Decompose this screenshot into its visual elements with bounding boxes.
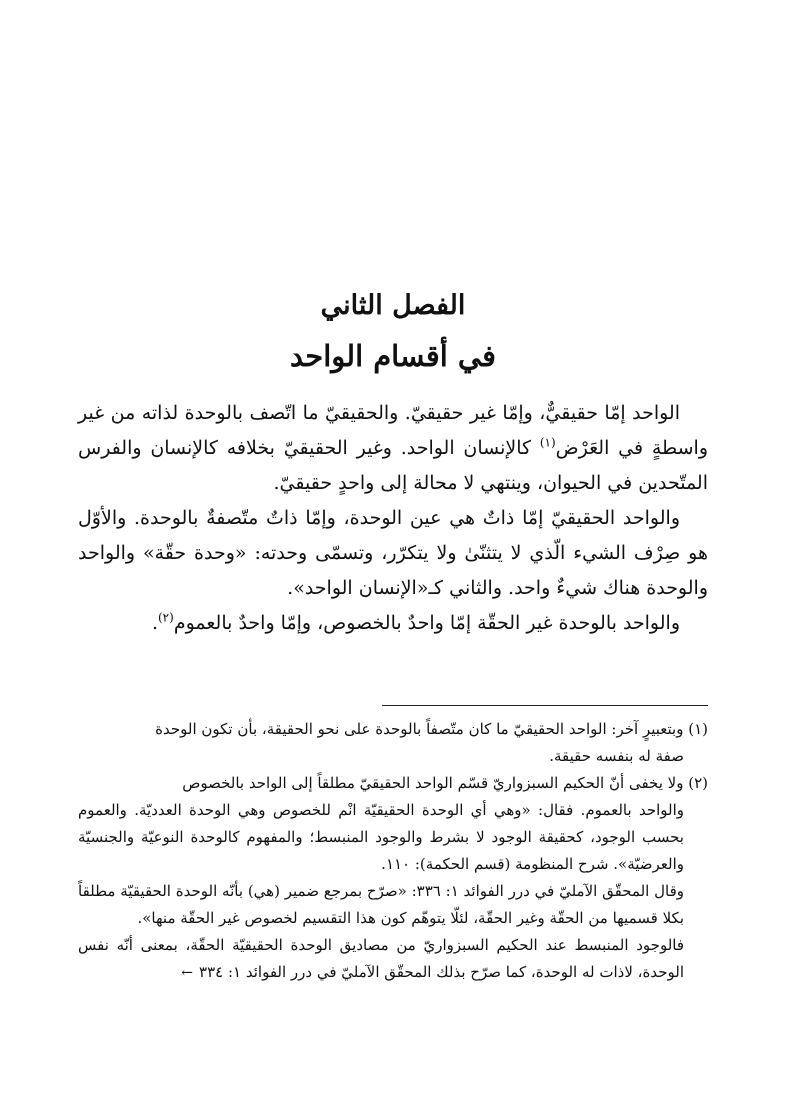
paragraph-2: والواحد الحقيقيّ إمّا ذاتٌ هي عين الوحدة، وإمّا ذاتٌ متّصفةٌ بالوحدة. والأوّل هو صِرْف الشيء الّذي لا يتثنّىٰ ولا يتكرّر، وتسمّى وحدته: «وحدة حقّة» والواحد والوحدة هناك شيءٌ واحد. والثاني كـ«الإنسان الواحد».: [78, 507, 708, 599]
main-text: [78, 396, 708, 641]
footnote-1-line-1: (١) وبتعبيرٍ آخر: الواحد الحقيقيّ ما كان متّصفاً بالوحدة على نحو الحقيقة، بأن تكون الوحدة: [155, 720, 708, 738]
footnote-2-body: والواحد بالعموم. فقال: «وهي أي الوحدة الحقيقيّة انْم للخصوص وهي الوحدة العدديّة. والعموم بحسب الوجود، كحقيقة الوجود لا بشرط والوجود المنبسط؛ والمفهوم كالوحدة النوعيّة والجنسيّة والعرضيّة». شرح المنظومة (قسم الحكمة): ١١٠.: [78, 801, 684, 873]
chapter-title: الفصل الثاني: [320, 290, 466, 321]
paragraph-3: [78, 606, 708, 641]
paragraph-3-text: والواحد بالوحدة غير الحقّة إمّا واحدٌ بالخصوص، وإمّا واحدٌ بالعموم: [173, 612, 680, 634]
paragraph-3-text-end: .: [151, 612, 158, 634]
footnote-ref-1[interactable]: (١): [539, 435, 556, 450]
paragraph-1-text: الواحد إمّا حقيقيٌّ، وإمّا غير حقيقيّ. والحقيقيّ ما اتّصف بالوحدة لذاته من غير واسطةٍ في العَرْض: [78, 402, 708, 459]
paragraph-1: [78, 396, 708, 501]
footnote-2-paragraph-2: وقال المحقّق الآمليّ في درر الفوائد ١: ٣٣٦: «صرّح بمرجع ضمير (هي) بأنّه الوحدة الحقيقيّة مطلقاً بكلا قسميها من الحقّة وغير الحقّة، لئلّا يتوهّم كون هذا التقسيم لخصوص غير الحقّة منها».: [78, 882, 684, 927]
footnote-2-paragraph-3: [78, 932, 708, 987]
footnote-2-line-1: (٢) ولا يخفى أنّ الحكيم السبزواريّ قسّم الواحد الحقيقيّ مطلقاً إلى الواحد بالخصوص: [182, 774, 708, 792]
paragraph-1-text-end: كالإنسان الواحد. وغير الحقيقيّ بخلافه كالإنسان والفرس المتّحدين في الحيوان، وينتهي لا محالة إلى واحدٍ حقيقيّ.: [78, 437, 708, 494]
footnotes: [78, 716, 708, 987]
continue-arrow-icon: ←: [181, 965, 194, 981]
footnote-1-line-2: صفة له بنفسه حقيقة.: [549, 747, 684, 765]
book-page: [78, 0, 708, 1096]
footnote-divider: [382, 705, 708, 706]
footnote-2-paragraph-3-text: فالوجود المنبسط عند الحكيم السبزواريّ من مصاديق الوحدة الحقيقيّة الحقّة، بمعنى أنّه نفس الوحدة، لاذات له الوحدة، كما صرّح بذلك المحقّق الآمليّ في درر الفوائد ١: ٣٣٤: [78, 936, 684, 981]
chapter-subtitle: في أقسام الواحد: [290, 339, 496, 373]
footnote-ref-2[interactable]: (٢): [157, 610, 174, 625]
